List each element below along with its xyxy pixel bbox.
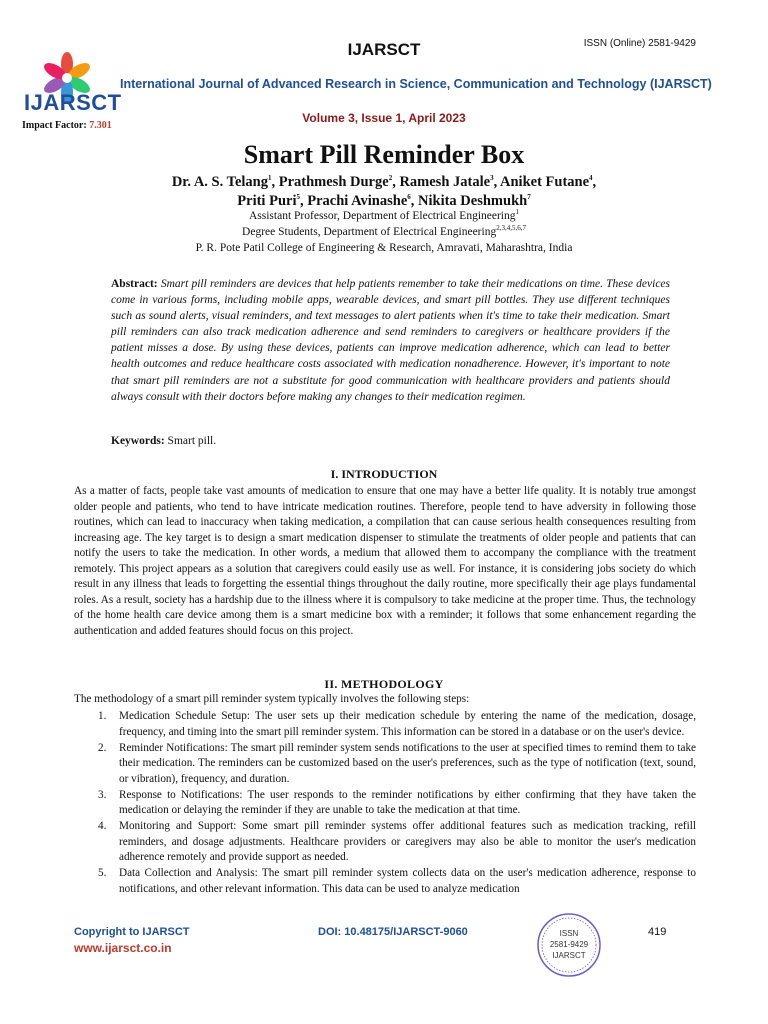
methodology-steps [74, 709, 696, 898]
author-separator: , [299, 193, 308, 209]
impact-value: 7.301 [89, 120, 112, 131]
author-separator: , [392, 174, 400, 190]
methodology-step [74, 788, 696, 819]
issn-seal-icon [536, 912, 602, 978]
author-name: Dr. A. S. Telang [171, 174, 268, 190]
methodology-step [74, 866, 696, 897]
step-text: Reminder Notifications: The smart pill reminder system sends notifications to the user at specified times to remind them to take their medication. The reminders can be customized based on the user's preferences, such as the type of notification (text, sound, or vibration), frequency, and duration. [119, 741, 696, 785]
author-name: Priti Puri [237, 193, 297, 209]
intro-heading: I. INTRODUCTION [330, 467, 438, 481]
seal-issn: ISSN [559, 929, 579, 938]
author-name: Prachi Avinashe [307, 193, 408, 209]
intro-paragraph: As a matter of facts, people take vast amounts of medication to ensure that one may have a better life quality. It is notably true amongst older people and patients, who tend to have intricate medication routines. Therefore, people tend to have adversity in following those routines, which can lead to inaccuracy when taking medication, a compilation that can cause serious health consequences resulting from increasing age. The key target is to design a smart medication dispenser to stimulate the treatments of older people and patients that can notify the users to take the medication. In other words, a medium that allowed them to accompany the compliance with the treatment remotely. This project appears as a solution that caregivers could easily use as well. For instance, it is considering jobs society do which result in any illness that leads to forgetting the essential things throughout the daily routine, more specifically their age plays fundamental roles. As a result, society has a hardship due to the illness where it is compulsory to take medicine at the proper time. Thus, the technology of the home health care device among them is a smart medicine box with a reminder; it follows that some enhancement regarding the authentication and added features should focus on this project. [74, 485, 696, 637]
author-name: Nikita Deshmukh [418, 193, 528, 209]
step-number: 1. [98, 710, 107, 722]
doi[interactable]: DOI: 10.48175/IJARSCT-9060 [318, 926, 468, 938]
author-sup: 1 [267, 174, 272, 183]
methodology-step [74, 741, 696, 788]
logo-text: IJARSCT [24, 90, 122, 115]
author-separator: , [493, 174, 501, 190]
affiliation-2 [0, 226, 768, 238]
step-number: 2. [98, 741, 107, 754]
methodology-intro: The methodology of a smart pill reminder system typically involves the following steps: [74, 693, 470, 705]
author-sup: 6 [407, 193, 411, 202]
keywords-label: Keywords: [111, 435, 165, 447]
author-separator: , [410, 193, 419, 209]
abstract-label: Abstract: [111, 278, 158, 290]
affiliation-3: P. R. Pote Patil College of Engineering & Research, Amravati, Maharashtra, India [195, 242, 573, 254]
author-name: Prathmesh Durge [278, 174, 389, 190]
copyright: Copyright to IJARSCT [74, 926, 190, 938]
step-number: 5. [98, 867, 107, 879]
keywords-text: Smart pill. [167, 435, 217, 447]
affiliation-1-sup: 1 [515, 208, 520, 217]
authors-line-1 [0, 174, 768, 191]
author-sup: 3 [490, 174, 494, 183]
step-number: 3. [98, 788, 107, 801]
methodology-heading: II. METHODOLOGY [324, 677, 444, 691]
author-separator: , [592, 174, 597, 190]
abstract [111, 276, 670, 405]
journal-short-name: IJARSCT [347, 40, 421, 59]
affiliation-1-text: Assistant Professor, Department of Electrical Engineering [248, 210, 516, 222]
step-text: Response to Notifications: The user responds to the reminder notifications by either confirming that they have taken the medication or delaying the reminder if they are unable to take the medication at that time. [119, 788, 696, 816]
author-name: Aniket Futane [500, 174, 590, 190]
affiliation-2-sup: 2,3,4,5,6,7 [496, 224, 526, 233]
volume-issue: Volume 3, Issue 1, April 2023 [302, 111, 466, 125]
step-text: Monitoring and Support: Some smart pill reminder systems offer additional features such as medication tracking, refill reminders, and dosage adjustments. Healthcare providers or caregivers may also be able to monitor the user's medication adherence remotely and provide support as needed. [119, 820, 696, 863]
keywords [111, 435, 216, 447]
issn: ISSN (Online) 2581-9429 [583, 38, 696, 49]
step-text: Medication Schedule Setup: The user sets up their medication schedule by entering the name of the medication, dosage, frequency, and timing into the smart pill reminder system. This information can be stored in a database or on the user's device. [119, 710, 696, 738]
seal-name: IJARSCT [552, 951, 586, 960]
author-sup: 4 [589, 174, 593, 183]
affiliation-2-text: Degree Students, Department of Electrical Engineering [242, 226, 497, 238]
step-number: 4. [98, 820, 107, 832]
paper-title: Smart Pill Reminder Box [243, 140, 525, 169]
affiliation-1 [0, 210, 768, 222]
author-separator: , [271, 174, 279, 190]
page-number: 419 [648, 926, 667, 938]
author-sup: 7 [527, 193, 531, 202]
author-sup: 5 [296, 193, 300, 202]
step-text: Data Collection and Analysis: The smart pill reminder system collects data on the user's medication adherence, response to notifications, and other relevant information. This data can be used to analyze medication [119, 867, 696, 895]
seal-number: 2581-9429 [549, 940, 589, 949]
methodology-step [74, 709, 696, 740]
methodology-step [74, 819, 696, 866]
author-sup: 2 [388, 174, 393, 183]
impact-label: Impact Factor: [22, 120, 87, 131]
author-name: Ramesh Jatale [399, 174, 491, 190]
website-link[interactable]: www.ijarsct.co.in [74, 941, 172, 955]
journal-full-name: International Journal of Advanced Research in Science, Communication and Technology (IJARSCT) [120, 77, 712, 91]
authors-line-2 [0, 193, 768, 210]
abstract-text: Smart pill reminders are devices that help patients remember to take their medications on time. These devices come in various forms, including mobile apps, wearable devices, and smart pill bottles. They use different techniques such as sound alerts, visual reminders, and text messages to alert patients when it's time to take their medication. Smart pill reminders can also track medication adherence and send reminders to caregivers or healthcare providers if the patient misses a dose. By using these devices, patients can improve medication adherence, which can lead to better health outcomes and reduce healthcare costs associated with medication nonadherence. However, it's important to note that smart pill reminders are not a substitute for good communication with healthcare providers and patients should always consult with their doctors before making any changes to their medication regimen. [111, 278, 671, 403]
